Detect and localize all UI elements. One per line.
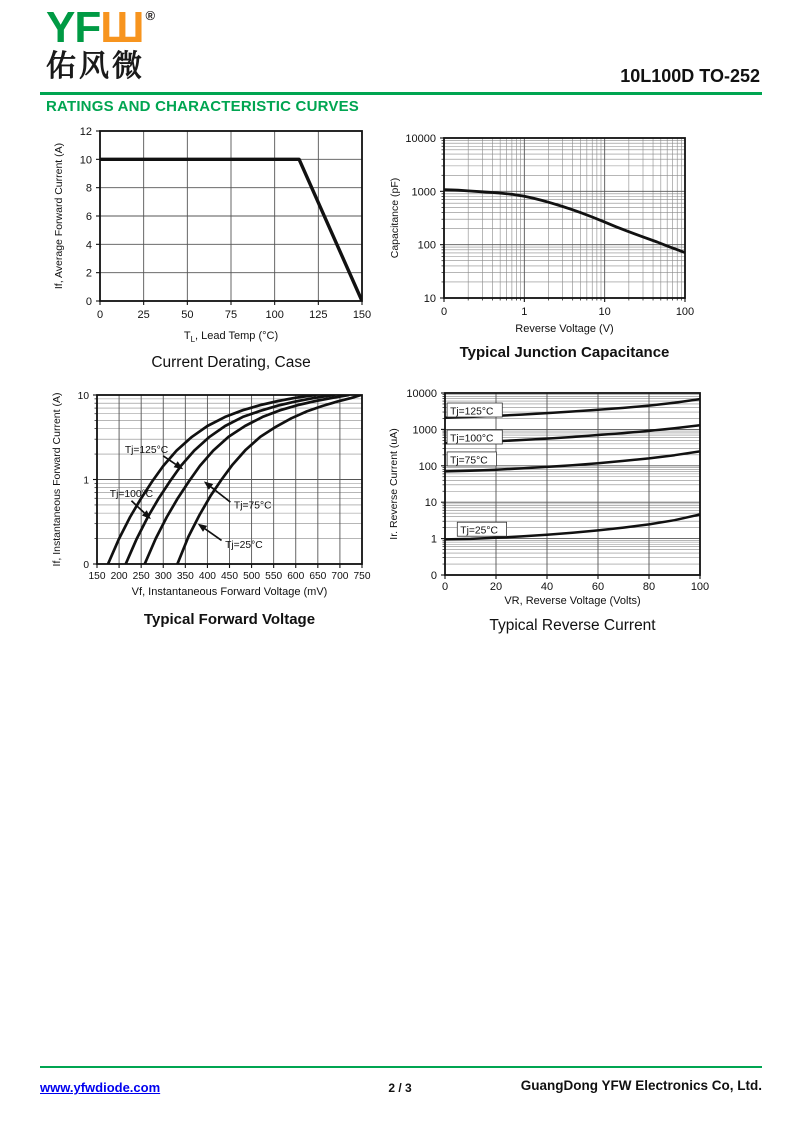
website-link[interactable]: www.yfwdiode.com (40, 1080, 161, 1095)
svg-text:8: 8 (85, 182, 92, 195)
svg-text:If, Average Forward Current (A: If, Average Forward Current (A) (53, 142, 65, 290)
svg-text:700: 700 (331, 571, 349, 582)
svg-text:4: 4 (85, 239, 92, 252)
svg-text:125: 125 (309, 309, 328, 321)
logo-yf-text: YF (46, 3, 101, 52)
svg-text:Ir. Reverse Current (uA): Ir. Reverse Current (uA) (388, 428, 400, 540)
svg-text:600: 600 (287, 571, 305, 582)
svg-text:10000: 10000 (405, 133, 436, 145)
svg-text:25: 25 (137, 309, 150, 321)
svg-text:100: 100 (418, 460, 437, 473)
svg-text:0: 0 (83, 560, 89, 571)
svg-text:75: 75 (224, 309, 238, 321)
svg-text:10: 10 (598, 306, 611, 318)
svg-text:Tj=100°C: Tj=100°C (109, 489, 154, 501)
svg-text:100: 100 (417, 239, 436, 252)
svg-text:If, Instantaneous Forward Curr: If, Instantaneous Forward Current (A) (51, 392, 63, 567)
svg-text:40: 40 (540, 581, 554, 593)
svg-text:12: 12 (79, 126, 92, 138)
svg-text:550: 550 (265, 571, 283, 582)
svg-text:100: 100 (265, 309, 284, 321)
header-divider-line (40, 92, 762, 95)
svg-text:Tj=25°C: Tj=25°C (460, 525, 498, 537)
svg-text:450: 450 (221, 571, 238, 582)
svg-text:10: 10 (79, 154, 92, 167)
chart-current-derating (40, 120, 385, 392)
chart-reverse-current (388, 383, 752, 651)
svg-text:0: 0 (85, 296, 92, 308)
svg-text:1: 1 (83, 475, 89, 487)
svg-text:60: 60 (591, 581, 605, 593)
svg-text:750: 750 (353, 571, 371, 582)
svg-text:80: 80 (642, 581, 656, 593)
svg-text:0: 0 (96, 309, 104, 321)
svg-text:150: 150 (88, 571, 106, 582)
svg-text:1000: 1000 (411, 186, 436, 199)
svg-text:Typical Reverse Current: Typical Reverse Current (489, 617, 656, 634)
svg-text:400: 400 (198, 571, 216, 582)
svg-text:Typical Junction Capacitance: Typical Junction Capacitance (459, 344, 670, 361)
svg-text:Vf, Instantaneous Forward Vol: Vf, Instantaneous Forward Voltage (mV) (131, 586, 328, 598)
svg-text:6: 6 (85, 211, 92, 223)
svg-text:Tj=125°C: Tj=125°C (124, 445, 169, 457)
part-number: 10L100D TO-252 (620, 66, 760, 86)
svg-text:10: 10 (423, 293, 436, 305)
registered-trademark-icon: ® (145, 8, 156, 23)
svg-text:Tj=125°C: Tj=125°C (450, 406, 494, 418)
svg-text:350: 350 (176, 571, 194, 582)
svg-text:10: 10 (424, 497, 437, 510)
svg-text:150: 150 (352, 309, 372, 321)
svg-text:Tj=25°C: Tj=25°C (225, 540, 263, 552)
svg-text:0: 0 (440, 306, 448, 318)
svg-text:100: 100 (675, 306, 695, 318)
svg-text:10: 10 (77, 391, 89, 402)
logo-w-glyph: Ш (100, 3, 144, 52)
svg-text:Tj=75°C: Tj=75°C (450, 455, 488, 467)
svg-text:100: 100 (690, 581, 710, 593)
svg-text:200: 200 (110, 571, 128, 582)
yfw-logo-chinese: 佑风微 (46, 50, 145, 83)
page-number: 2 / 3 (388, 1081, 412, 1095)
svg-text:Tj=100°C: Tj=100°C (450, 433, 494, 445)
svg-text:Current Derating, Case: Current Derating, Case (151, 354, 311, 371)
svg-text:Tj=75°C: Tj=75°C (233, 500, 272, 512)
chart-junction-capacitance (388, 120, 740, 378)
svg-text:250: 250 (132, 571, 150, 582)
yfw-logo-wordmark (46, 3, 156, 52)
svg-text:0: 0 (430, 570, 437, 582)
svg-text:300: 300 (154, 571, 172, 582)
svg-text:50: 50 (181, 309, 194, 321)
svg-text:20: 20 (489, 581, 503, 593)
svg-text:10000: 10000 (406, 388, 437, 400)
svg-text:Capacitance (pF): Capacitance (pF) (389, 177, 401, 259)
svg-text:Typical Forward Voltage: Typical Forward Voltage (143, 611, 316, 628)
svg-text:650: 650 (309, 571, 327, 582)
svg-text:500: 500 (243, 571, 261, 582)
svg-text:1000: 1000 (412, 424, 437, 437)
section-title: RATINGS AND CHARACTERISTIC CURVES (46, 98, 360, 115)
chart-forward-voltage (40, 383, 392, 647)
svg-text:1: 1 (521, 306, 528, 318)
svg-text:0: 0 (441, 581, 449, 593)
svg-text:Reverse Voltage (V): Reverse Voltage (V) (515, 323, 614, 335)
footer-divider-line (40, 1066, 762, 1068)
svg-text:1: 1 (430, 533, 437, 546)
svg-text:VR, Reverse Voltage (Volts): VR, Reverse Voltage (Volts) (504, 595, 641, 607)
svg-text:TL, Lead Temp (°C): $T_L$, Lead Temp (°C) (183, 330, 279, 344)
company-name: GuangDong YFW Electronics Co, Ltd. (520, 1078, 762, 1093)
svg-text:2: 2 (85, 267, 92, 280)
yfw-logo (46, 3, 156, 83)
